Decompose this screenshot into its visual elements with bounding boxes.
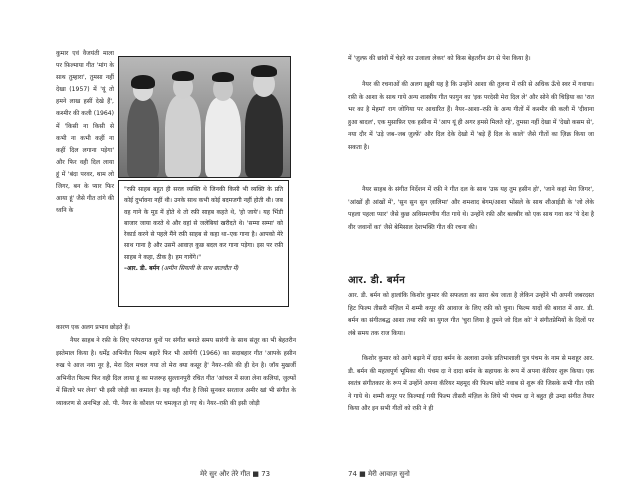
- left-para-1: कारण एक अलग प्रभाव छोड़ते हैं।: [56, 324, 130, 331]
- right-footer: 74 ■ मेरी आवाज़ सुनो: [348, 470, 410, 478]
- quote-author: –आर. डी. बर्मन: [124, 265, 160, 273]
- narrow-column-text: कुमार एवं वैजयंती माला पर फ़िल्माया गीत 'मांग के साथ तुम्हारा', तुमसा नहीं देखा (1957) में 'यूं तो हमने लाख हसीं देखे हैं', कश्मीर की कली (1964) में 'किसी ना किसी से कभी ना कभी कहीं ना कहीं दिल लगाना पड़ेगा' और फिर वही दिल लाया हूं में 'बंदा परवर, थाम लो जिगर, बन के प्यार फिर आया हूं' जैसे गीत तांगे की ध्वनि के: [56, 50, 114, 215]
- right-para-5: किशोर कुमार को आगे बढ़ाने में दादा बर्मन के अलावा उनके प्रतिभाशाली पुत्र पंचम के नाम से मशहूर आर. डी. बर्मन की महत्वपूर्ण भूमिका थी। पंचम दा ने दादा बर्मन के सहायक के रूप में अपना कॅरियर शुरू किया। एक स्वतंत्र संगीतकार के रूप में उन्होंने अपना कॅरियर महमूद की फिल्म छोटे नवाब से शुरू की जिसके सभी गीत रफ़ी ने गाये थे। शम्मी कपूर पर फ़िल्माई गयी फिल्म तीसरी मंज़िल के लिये भी पंचम दा ने बहुत ही उम्दा संगीत तैयार किया और इन सभी गीतों को रफ़ी ने ही: [348, 355, 594, 413]
- right-para-2: नैयर की रचनाओं की अलग ख़ूबी यह है कि उन्होंने आशा की तुलना में रफ़ी से अधिक ऊँचे स्वर में गवाया। रफ़ी के आशा के साथ गाये अन्य शास्त्रीय गीत फागुन का 'इक परदेसी मेरा दिल ले' और सोने की चिड़िया का 'रात भर का है मेहमां' राग जोगिया पर आधारित हैं। नैयर–आशा–रफ़ी के अन्य गीतों में कश्मीर की कली में 'दीवाना हुआ बादल', एक मुसाफ़िर एक हसीना में 'आप यूं ही अगर हमसे मिलते रहे', तुमसा नहीं देखा में 'देखो कसम से', नया दौर में 'उड़े जब–जब ज़ुल्फ़ें' और दिल देके देखो में 'बड़े हैं दिल के काले' जैसे गीतों का ज़िक्र किया जा सकता है।: [348, 81, 594, 151]
- quote-source: (अमीन सियानी के साथ बातचीत में): [161, 265, 239, 273]
- right-para-1: में 'ज़ुल्फ़ की छांवों में चेहरे का उजाला लेकर' को किस बेहतरीन ढंग से पेश किया है।: [348, 55, 531, 62]
- right-para-4: आर. डी. बर्मन को हालांकि किशोर कुमार की सफलता का सारा श्रेय जाता है लेकिन उन्होंने भी अपनी जबरदस्त हिट फिल्म तीसरी मंज़िल में शम्मी कपूर की आवाज के लिए रफ़ी को चुना। फिल्म यादों की बारात में आर. डी. बर्मन का संगीतबद्ध आशा तथा रफ़ी का युगल गीत 'चुरा लिया है तुमने जो दिल को' ने संगीतप्रेमियों के दिलों पर लंबे समय तक राज किया।: [348, 292, 594, 337]
- left-footer: मेरे सुर और तेरे गीत ■ 73: [200, 470, 271, 478]
- right-para-3: नैयर साहब के संगीत निर्देशन में रफ़ी ने गीत दल के साथ 'उफ़ यह तुम हसीन हो', 'जाने कहां मेरा जिगर', 'आंखों ही आंखों में', 'सुन सुन सुन ज़ालिमा' और शमशाद बेगम/आशा भोंसले के साथ शीआईडी के 'जो लेके पहला पहला प्यार' जैसे कुछ अविस्मरणीय गीत गाये थे। उन्होंने रफ़ी और बलबीर को एक साथ गवा कर 'ये देश है वीर जवानों का' जैसे बेमिसाल देशभक्ति गीत की रचना की।: [348, 186, 594, 231]
- quote-text: "रफ़ी साहब बहुत ही सरल व्यक्ति थे जिनकी किसी भी व्यक्ति के प्रति कोई दुर्भावना नहीं थी। उनके साथ कभी कोई बदमजगी नहीं होती थी। जब वह गाने के मूड में होते थे तो रफ़ी साहब कहते थे, 'हो जाये'। यह भिंडी बाजार जाया करते थे और वहां से जलेबियां खरीदते थे। 'सम्मा सम्मा' को रेकार्ड करने से पहले मैंने रफ़ी साहब से कहा था–एक गाना है। आपको मेरे साथ गाना है और उसमें आवाज़ कुछ बदल कर गाना पड़ेगा। इस पर रफ़ी साहब ने कहा, ठीक है। हम गायेंगे।": [124, 186, 283, 261]
- section-heading: आर. डी. बर्मन: [348, 275, 406, 286]
- left-para-2: नैयर साहब ने रफ़ी के लिए परंपरागत धुनों पर संगीत बनाते समय सारंगी के साथ संतूर का भी बेहतरीन इस्तेमाल किया है। धर्मेंद्र अभिनीत फिल्म बहारें फिर भी आयेंगी (1966) का सदाबहार गीत 'आपके हसीन रुख पे आज नया नूर है, मेरा दिल मचल गया तो मेरा क्या कसूर है' नैयर–रफ़ी की ही देन है। जॉय मुखर्जी अभिनीत फिल्म फिर वही दिल लाया हूं का मजरूह सुल्तानपुरी रचित गीत 'आंचल में सजा लेना कलियां, जुल्फों में सितारे भर लेना' भी इसी जोड़ी का कमाल है। यह वही गीत है जिसे सुनकर सरताज अमीर खां भी संगीत के व्याकरण से अनभिज्ञ ओ. पी. नैयर के कौशल पर चमत्कृत हो गए थे। नैयर–रफ़ी की इसी जोड़ी: [56, 337, 296, 407]
